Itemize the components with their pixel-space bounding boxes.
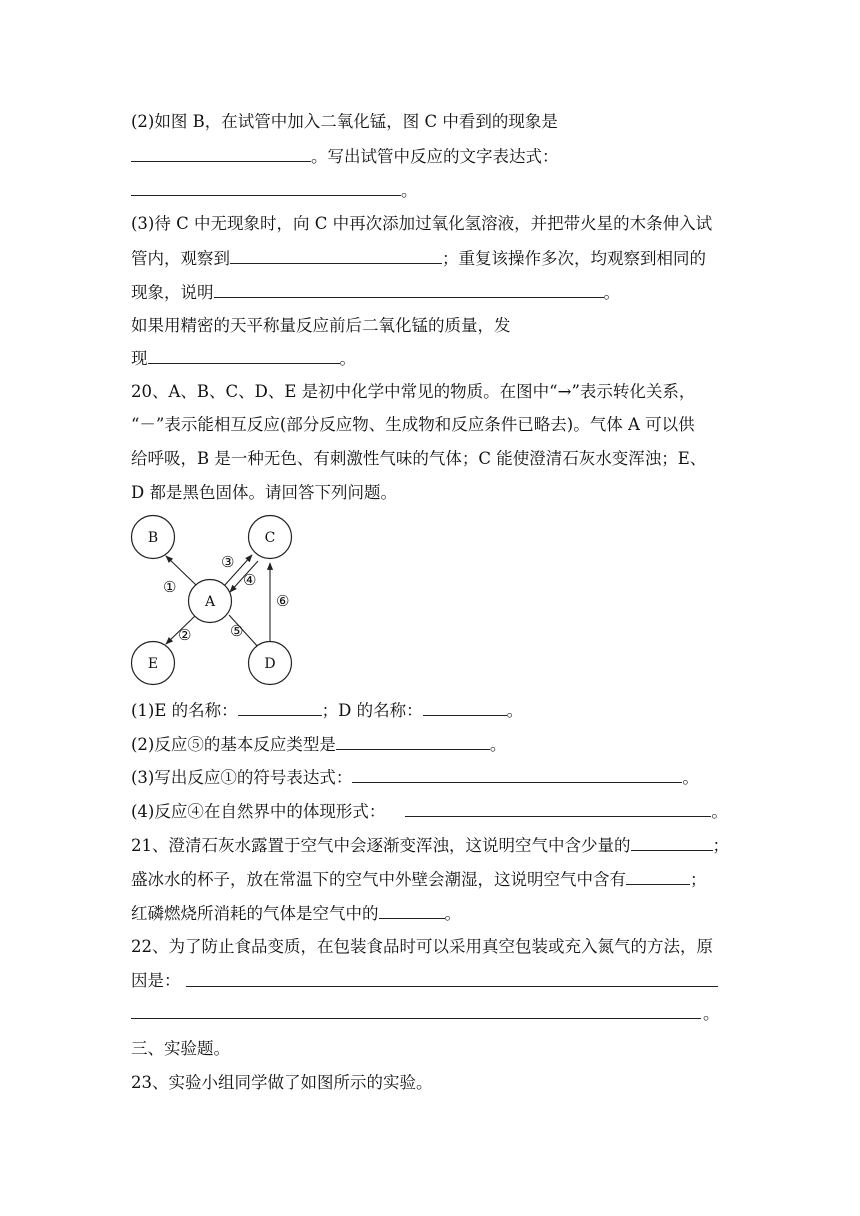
q22-line2 <box>131 970 181 992</box>
q19-blank-conclusion[interactable] <box>214 281 604 298</box>
q19-part4-end: 。 <box>339 349 356 368</box>
section-3-title-text: 三、实验题。 <box>131 1039 230 1058</box>
q20-sub1-text2: ；D 的名称： <box>321 701 423 720</box>
q23-line1 <box>131 1072 433 1094</box>
q22-line3-end <box>703 1003 720 1025</box>
section-3-title <box>131 1038 230 1060</box>
q20-sub4 <box>131 800 728 823</box>
q19-part4-text: 如果用精密的天平称量反应前后二氧化锰的质量，发 <box>131 316 511 335</box>
q20-sub2 <box>131 733 506 756</box>
q21-end3: 。 <box>444 904 461 923</box>
q22-text2: 因是： <box>131 971 181 990</box>
node-e-label: E <box>147 656 159 672</box>
node-a-label: A <box>204 594 216 610</box>
reaction-4-label: ④ <box>243 571 257 589</box>
q23-text1: 23、实验小组同学做了如图所示的实验。 <box>131 1073 433 1092</box>
q21-blank-1[interactable] <box>631 834 713 851</box>
q20-relation-diagram <box>128 510 303 690</box>
reaction-6-label: ⑥ <box>276 592 290 610</box>
node-c-label: C <box>264 530 276 546</box>
q19-part2-line3 <box>131 179 418 202</box>
q19-part2-text2: 。写出试管中反应的文字表达式： <box>311 147 559 166</box>
q20-sub1-text: (1)E 的名称： <box>131 701 238 720</box>
q20-stem-line2 <box>131 414 695 436</box>
q19-blank-mass[interactable] <box>148 347 340 364</box>
q20-stem-line1 <box>131 381 695 403</box>
q19-part3-line3 <box>131 281 620 304</box>
q20-blank-symbol-equation[interactable] <box>352 766 682 783</box>
q19-part2-line2 <box>131 145 559 168</box>
q20-sub1 <box>131 699 523 722</box>
q19-part2-end: 。 <box>401 181 418 200</box>
reaction-1-label: ① <box>163 578 177 596</box>
q19-part2-text: (2)如图 B，在试管中加入二氧化锰，图 C 中看到的现象是 <box>131 112 558 131</box>
q19-part3-line2 <box>131 247 706 270</box>
q19-part3-text4: 现象，说明 <box>131 283 214 302</box>
q19-part3-text3: ；重复该操作多次，均观察到相同的 <box>442 249 706 268</box>
q20-stem-line3 <box>131 448 706 470</box>
q21-end1: ； <box>712 836 729 855</box>
q19-part3-end: 。 <box>603 283 620 302</box>
q20-sub4-text: (4)反应④在自然界中的体现形式： <box>131 802 386 821</box>
q19-blank-phenomenon[interactable] <box>131 145 311 162</box>
q19-part4-text2: 现 <box>131 349 148 368</box>
q20-stem-line4 <box>131 482 397 504</box>
q19-part3-text: (3)待 C 中无现象时，向 C 中再次添加过氧化氢溶液，并把带火星的木条伸入试 <box>131 214 713 233</box>
node-d-label: D <box>264 656 276 672</box>
q21-line3 <box>131 902 461 925</box>
q22-blank-line2[interactable] <box>131 1018 701 1019</box>
q20-blank-e-name[interactable] <box>238 699 322 716</box>
q19-part3-text2: 管内，观察到 <box>131 249 230 268</box>
q21-blank-3[interactable] <box>379 902 445 919</box>
q20-sub3-end: 。 <box>682 768 699 787</box>
q21-text2: 盛冰水的杯子，放在常温下的空气中外壁会潮湿，这说明空气中含有 <box>131 870 626 889</box>
q20-sub4-end: 。 <box>711 802 728 821</box>
q21-line2 <box>131 868 707 891</box>
q20-sub3 <box>131 766 699 789</box>
q20-blank-reaction-type[interactable] <box>336 733 490 750</box>
q20-stem-text1: 20、A、B、C、D、E 是初中化学中常见的物质。在图中“→”表示转化关系， <box>131 382 696 401</box>
q20-sub3-text: (3)写出反应①的符号表达式： <box>131 768 353 787</box>
q21-blank-2[interactable] <box>626 868 690 885</box>
q20-stem-text3: 给呼吸，B 是一种无色、有刺激性气味的气体；C 能使澄清石灰水变浑浊；E、 <box>131 449 707 468</box>
q21-line1 <box>131 834 729 857</box>
q19-part4-line2 <box>131 347 356 370</box>
q20-blank-nature-form[interactable] <box>405 800 711 817</box>
q20-blank-d-name[interactable] <box>423 699 507 716</box>
q20-sub1-end: 。 <box>506 701 524 720</box>
q20-sub2-text: (2)反应⑤的基本反应类型是 <box>131 735 336 754</box>
q21-text1: 21、澄清石灰水露置于空气中会逐渐变浑浊，这说明空气中含少量的 <box>131 836 631 855</box>
q21-end2: ； <box>690 870 707 889</box>
q19-blank-observe[interactable] <box>230 247 442 264</box>
q19-blank-equation[interactable] <box>131 179 401 196</box>
q22-end: 。 <box>703 1004 720 1023</box>
q20-sub2-end: 。 <box>489 735 507 754</box>
reaction-2-label: ② <box>178 626 192 644</box>
q20-stem-text4: D 都是黑色固体。请回答下列问题。 <box>131 483 397 502</box>
q19-part4-line1 <box>131 315 511 337</box>
q22-line1 <box>131 936 713 958</box>
q20-stem-text2: “－”表示能相互反应(部分反应物、生成物和反应条件已略去)。气体 A 可以供 <box>131 415 695 434</box>
node-b-label: B <box>147 530 159 546</box>
reaction-5-label: ⑤ <box>230 622 244 640</box>
reaction-3-label: ③ <box>221 553 235 571</box>
q19-part2-line1 <box>131 111 558 133</box>
q22-blank-line1[interactable] <box>186 986 718 987</box>
q21-text3: 红磷燃烧所消耗的气体是空气中的 <box>131 904 379 923</box>
q19-part3-line1 <box>131 213 712 235</box>
q22-text1: 22、为了防止食品变质，在包装食品时可以采用真空包装或充入氮气的方法，原 <box>131 937 713 956</box>
